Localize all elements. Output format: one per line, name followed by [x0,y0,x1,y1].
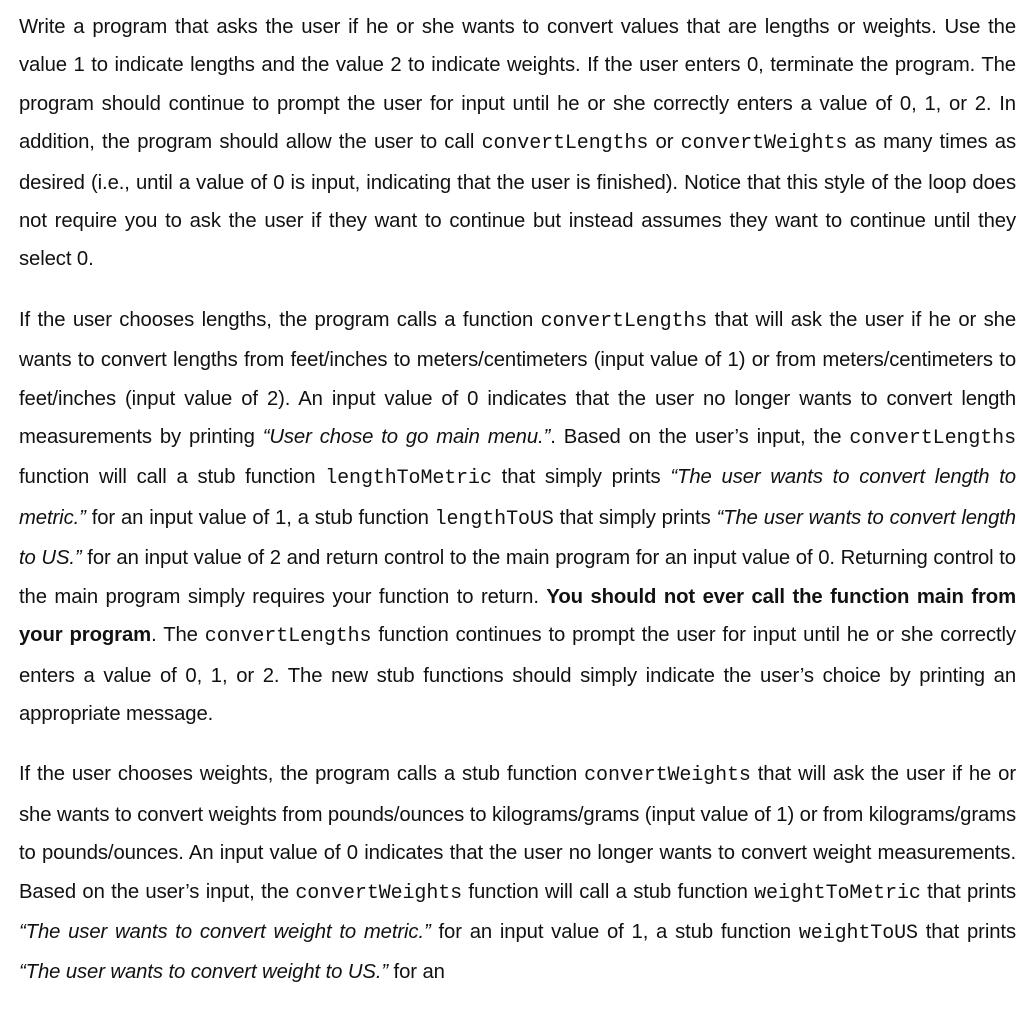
paragraph-spacer [19,733,1016,755]
text-run: or [648,131,681,154]
text-run: function will call a stub function [462,880,755,903]
text-run: for an input value of 1, a stub function [430,920,799,943]
quoted-message: “The user wants to convert weight to US.” [19,961,389,984]
text-run: . The [151,624,205,647]
code-identifier: convertLengths [849,427,1016,451]
text-run: for an [388,961,445,984]
text-run: that will ask the user if he or she wants to convert lengths from feet/inches to meters/centimeters (input value of 1) or from meters/centimeters to feet/inches (input value of 2). An input value of 0 indicates that the user no longer wants to convert length measurements by printing [19,308,1017,449]
bold-emphasis: You should not ever call the function main from your program [19,585,1016,647]
text-run: function will call a stub function [19,466,326,489]
quoted-message: “The user wants to convert weight to metric.” [19,920,431,943]
text-run: If the user chooses lengths, the program calls a function [19,308,541,331]
text-run: . Based on the user’s input, the [550,426,850,449]
code-identifier: convertWeights [295,881,463,905]
code-identifier: convertLengths [204,625,372,649]
text-run: that simply prints [491,466,671,489]
code-identifier: convertLengths [540,309,708,333]
paragraph-spacer [19,279,1016,301]
code-identifier: convertWeights [680,132,848,156]
code-identifier: convertWeights [584,764,751,788]
code-identifier: lengthToMetric [325,467,492,491]
quoted-message: “The user wants to convert length to US.” [19,506,1016,570]
text-run: that prints [917,920,1016,943]
code-identifier: lengthToUS [434,507,554,531]
text-run: Write a program that asks the user if he or she wants to convert values that are lengths or weights. Use the value 1 to indicate lengths and the value 2 to indicate weights. If the user enters 0, terminate the program. The program should continue to prompt the user for input until he or she correctly enters a value of 0, 1, or 2. In addition, the program should allow the user to call [19,16,1016,154]
code-identifier: weightToUS [798,921,918,945]
text-run: If the user chooses weights, the program calls a stub function [19,763,585,786]
text-run: for an input value of 2 and return control to the main program for an input value of 0. Returning control to the main program simply requires your function to return. [19,547,1016,608]
quoted-message: “The user wants to convert length to metric.” [19,466,1016,529]
paragraph-convert-weights [19,755,1016,991]
text-run: that simply prints [553,506,717,529]
text-run: function continues to prompt the user for input until he or she correctly enters a value of 0, 1, or 2. The new stub functions should simply indicate the user’s choice by printing an appropriate message. [19,624,1016,725]
text-run: that will ask the user if he or she wants to convert weights from pounds/ounces to kilograms/grams (input value of 1) or from kilograms/grams to pounds/ounces. An input value of 0 indicates that the user no longer wants to convert weight measurements. Based on the user’s input, the [19,763,1017,903]
paragraph-convert-lengths [19,301,1016,733]
code-identifier: weightToMetric [754,881,921,905]
text-run: that prints [920,880,1016,903]
text-run: as many times as desired (i.e., until a value of 0 is input, indicating that the user is finished). Notice that this style of the loop does not require you to ask the user if they want to continue but instead assumes they want to continue until they select 0. [19,131,1016,271]
quoted-message: “User chose to go main menu.” [262,426,551,449]
text-run: for an input value of 1, a stub function [85,506,435,529]
paragraph-main-menu [19,8,1016,279]
code-identifier: convertLengths [481,132,649,156]
